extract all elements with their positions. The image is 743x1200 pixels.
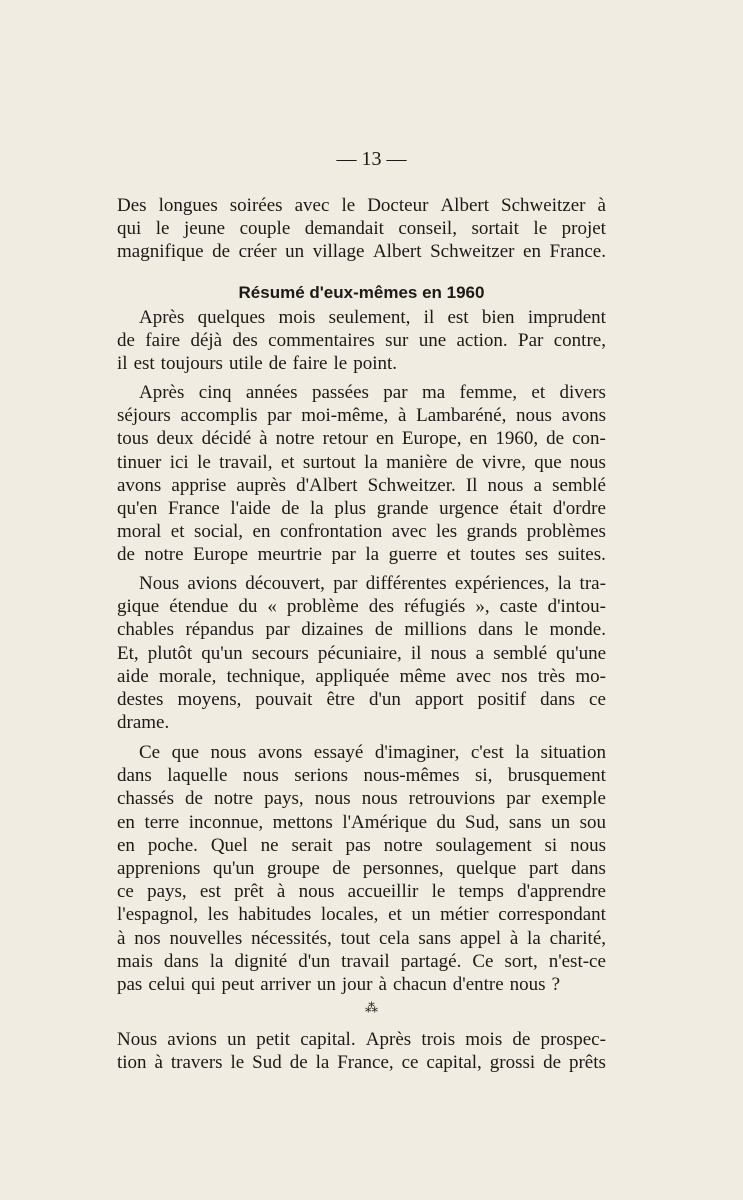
page-number: — 13 —	[336, 148, 407, 170]
paragraph	[117, 381, 606, 567]
text-line: Nous avions découvert, par différentes expériences, la tra-	[139, 573, 606, 594]
paragraph	[117, 572, 606, 734]
text-line: drame.	[117, 712, 170, 734]
intro-paragraph	[117, 194, 606, 264]
text-line: Nous avions un petit capital. Après trois mois de prospec-	[117, 1029, 606, 1050]
text-line: moral et social, en confrontation avec les grands problèmes	[117, 521, 606, 543]
text-line: mais dans la dignité d'un travail partagé. Ce sort, n'est-ce	[117, 950, 606, 972]
text-line: en terre inconnue, mettons l'Amérique du Sud, sans un sou	[117, 811, 606, 833]
text-line: dans laquelle nous serions nous-mêmes si, brusquement	[117, 765, 606, 787]
text-line: de faire déjà des commentaires sur une action. Par contre,	[117, 330, 606, 352]
text-line: il est toujours utile de faire le point.	[117, 353, 398, 375]
text-line: en poche. Quel ne serait pas notre soulagement si nous	[117, 834, 606, 856]
text-line: à nos nouvelles nécessités, tout cela sans appel à la charité,	[117, 927, 606, 949]
paragraph	[117, 741, 606, 996]
text-line: Après quelques mois seulement, il est bien imprudent	[139, 307, 606, 328]
text-line: tous deux décidé à notre retour en Europe, en 1960, de con-	[117, 428, 606, 450]
text-line: tion à travers le Sud de la France, ce capital, grossi de prêts	[117, 1052, 606, 1074]
text-line: Ce que nous avons essayé d'imaginer, c'est la situation	[139, 742, 606, 763]
text-line: destes moyens, pouvait être d'un apport positif dans ce	[117, 688, 606, 710]
asterism-separator: ⁂	[365, 1000, 378, 1015]
text-line: tinuer ici le travail, et surtout la manière de vivre, que nous	[117, 451, 606, 473]
text-line: Et, plutôt qu'un secours pécuniaire, il nous a semblé qu'une	[117, 642, 606, 664]
text-line: chables répandus par dizaines de millions dans le monde.	[117, 619, 606, 641]
text-line: gique étendue du « problème des réfugiés », caste d'intou-	[117, 596, 606, 618]
text-line: séjours accomplis par moi-même, à Lambaréné, nous avons	[117, 405, 606, 427]
text-line: apprenions qu'un groupe de personnes, quelque part dans	[117, 857, 606, 879]
text-line: avons apprise auprès d'Albert Schweitzer. Il nous a semblé	[117, 474, 606, 496]
text-line: magnifique de créer un village Albert Schweitzer en France.	[117, 241, 606, 263]
section-heading	[117, 281, 606, 304]
text-line: qui le jeune couple demandait conseil, sortait le projet	[117, 218, 606, 240]
text-line: qu'en France l'aide de la plus grande urgence était d'ordre	[117, 497, 606, 519]
text-line: aide morale, technique, appliquée même avec nos très mo-	[117, 665, 606, 687]
text-line: l'espagnol, les habitudes locales, et un métier correspondant	[117, 904, 606, 926]
paragraph	[117, 306, 606, 376]
text-line: ce pays, est prêt à nous accueillir le temps d'apprendre	[117, 881, 606, 903]
text-line: pas celui qui peut arriver un jour à chacun d'entre nous ?	[117, 973, 561, 995]
text-line: Des longues soirées avec le Docteur Albert Schweitzer à	[117, 195, 606, 216]
paragraph	[117, 1028, 606, 1074]
text-line: de notre Europe meurtrie par la guerre et toutes ses suites.	[117, 544, 606, 566]
text-line: chassés de notre pays, nous nous retrouvions par exemple	[117, 788, 606, 810]
text-line: Après cinq années passées par ma femme, et divers	[139, 382, 606, 403]
text-line: Résumé d'eux-mêmes en 1960	[238, 283, 485, 302]
